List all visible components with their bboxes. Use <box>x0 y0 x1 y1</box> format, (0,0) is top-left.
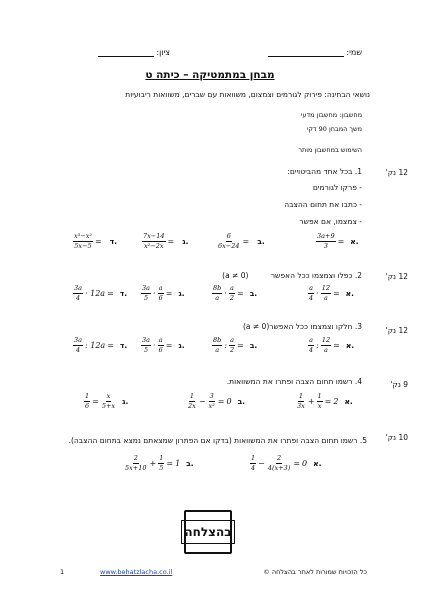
q1-item-b: $\frac{6}{6x-24}$ = ב. <box>218 232 265 250</box>
q1-line-1: 1. בכל אחד מהביטויים: <box>287 167 362 176</box>
q2-item-b: $\frac{8b}{a}$ · $\frac{a}{2}$ = ב. <box>213 284 258 302</box>
q4-item-b: $\frac{1}{2x}$ − $\frac{3}{\text{x²}}$ = 0 ב. <box>188 392 246 410</box>
q5-item-a: $\frac{1}{4}$ − $\frac{2}{4(x+3)}$ = 0 א. <box>251 454 322 472</box>
grade-blank[interactable] <box>98 48 154 57</box>
q3-item-a: $\frac{a}{4}$ : $\frac{12}{a}$ = א. <box>309 336 355 354</box>
q5-item-b: $\frac{2}{5x+10}$ + $\frac{1}{5}$ = 1 ב. <box>125 454 194 472</box>
page-number: 1 <box>60 568 65 576</box>
q4-points: 9 נק' <box>390 380 408 389</box>
q1-item-d: $\frac{\text{x³−x²}}{5x-5}$ = ד. <box>74 232 117 250</box>
q1-line-2: - פרקו לגורמים <box>312 183 362 192</box>
name-label: שמי: <box>346 48 362 57</box>
q4-text: 4. רשמו תחום הצבה ופתרו את המשוואות. <box>226 377 362 386</box>
behatzlacha-logo: בהצלחה <box>184 510 232 554</box>
name-blank[interactable] <box>268 48 344 57</box>
q2-text: 2. כפלו וצמצמו ככל האפשר (a ≠ 0) <box>222 271 362 280</box>
q5-text: 5. רשמו תחום הצבה ופתרו את המשוואות (בדקו אם הפתרון שמצאתם נמצא בתחום ההצבה). <box>68 436 367 445</box>
grade-label: ציון: <box>156 48 170 57</box>
q1-item-c: $\frac{7x-14}{\text{x²−2x}}$ = ג. <box>143 232 189 250</box>
q4-item-a: $\frac{1}{3x}$ + $\frac{1}{x}$ = 2 א. <box>297 392 353 410</box>
q1-line-3: - כתבו את תחום ההצבה <box>284 200 362 209</box>
q4-item-c: $\frac{1}{6}$ = $\frac{x}{5+x}$ ג. <box>85 392 129 410</box>
instruction-1: מחשבון: מחשבון מדעי <box>301 111 362 119</box>
q2-item-a: $\frac{a}{4}$ · $\frac{12}{a}$ = א. <box>309 284 354 302</box>
q1-line-4: - צמצמו, אם אפשר <box>299 217 362 226</box>
q2-points: 12 נק' <box>385 272 408 281</box>
instruction-3: השימוש במחשבון מותר <box>298 146 362 154</box>
q2-item-c: $\frac{3a}{5}$ · $\frac{a}{6}$ = ג. <box>142 284 185 302</box>
grade-field-row <box>70 48 170 57</box>
q3-item-c: $\frac{3a}{5}$ · $\frac{a}{6}$ = ג. <box>142 336 185 354</box>
q3-item-b: $\frac{8b}{a}$ : $\frac{a}{2}$ = ב. <box>213 336 258 354</box>
website-link[interactable]: www.behatzlacha.co.il <box>100 568 173 576</box>
exam-topics: נושאי הבחינה: פירוק לגורמים וצמצום, משוואות עם שברים, משוואות ריבועיות <box>125 90 370 99</box>
q5-points: 10 נק' <box>385 433 408 442</box>
instruction-2: משך המבחן 90 דקי <box>306 125 362 133</box>
q1-item-a: $\frac{3a+9}{3}$ = א. <box>317 232 359 250</box>
name-field-row <box>242 48 362 57</box>
exam-title: מבחן במתמטיקה – כיתה ט <box>145 69 275 81</box>
q1-points: 12 נק' <box>385 168 408 177</box>
q2-item-d: $\frac{3a}{4}$ · 12a = ד. <box>74 284 128 302</box>
copyright-text: כל הזכויות שמורות לאתר בהצלחה © <box>263 568 367 576</box>
q3-points: 12 נק' <box>385 326 408 335</box>
q3-text: 3. חלקו וצמצמו ככל האפשר(a ≠ 0) <box>242 322 362 331</box>
q3-item-d: $\frac{3a}{4}$ : 12a = ד. <box>74 336 128 354</box>
